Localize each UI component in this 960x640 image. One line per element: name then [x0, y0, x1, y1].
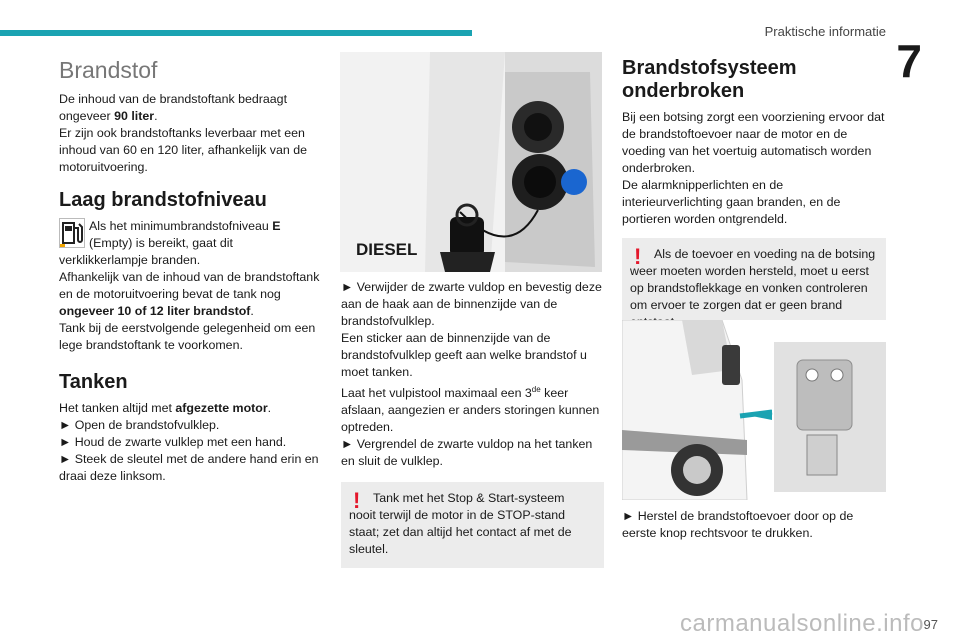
text: (Empty) is bereikt, gaat dit verklikkerlampje branden.: [59, 236, 233, 267]
capacity-value: 90 liter: [114, 109, 155, 123]
step-open-flap: ► Open de brandstofvulklep.: [59, 418, 220, 432]
text: De inhoud van de brandstoftank bedraagt ongeveer: [59, 92, 288, 123]
chapter-number: 7: [896, 35, 922, 87]
paragraph-tanken: [59, 400, 321, 485]
text: .: [250, 304, 254, 318]
fuel-flap-photo: [340, 52, 602, 272]
step-lock-cap: ► Vergrendel de zwarte vuldop na het tanken en sluit de vulklep.: [341, 437, 593, 469]
section-title: Praktische informatie: [764, 24, 886, 39]
nozzle-note: [341, 381, 604, 436]
column-right: [622, 57, 886, 341]
warning-box-stop-start: [341, 482, 604, 568]
text: Afhankelijk van de inhoud van de brandstoftank en de motoruitvoering bevat de tank nog: [59, 270, 320, 301]
warning-icon: !: [634, 244, 642, 269]
fuel-pump-icon: [59, 218, 85, 248]
page-number: 97: [923, 617, 938, 632]
van-illustration: [622, 320, 886, 500]
paragraph-low-fuel: [59, 218, 321, 354]
empty-indicator-letter: E: [272, 219, 281, 233]
van-switch-photo: [622, 320, 886, 500]
text: Als het minimumbrandstofniveau: [89, 219, 273, 233]
heading-brandstof: Brandstof: [59, 57, 158, 83]
diesel-label: DIESEL: [356, 240, 418, 259]
text: .: [154, 109, 158, 123]
heading-tanken: Tanken: [59, 371, 128, 393]
ordinal-suffix: de: [531, 385, 541, 394]
text: keer afslaan, aangezien er anders storingen kunnen optreden.: [341, 386, 600, 435]
paragraph-lights: De alarmknipperlichten en de interieurverlichting gaan branden, en de portieren worden ontgrendeld.: [622, 178, 841, 226]
column-middle: [341, 279, 604, 568]
warning-text: Tank met het Stop & Start-systeem nooit terwijl de motor in de STOP-stand staat; zet dan altijd het contact af met de sleutel.: [349, 491, 572, 557]
text: Tank bij de eerstvolgende gelegenheid om een lege brandstoftank te voorkomen.: [59, 321, 316, 352]
text: Laat het vulpistool maximaal een 3: [341, 386, 532, 401]
watermark: carmanualsonline.info: [680, 610, 924, 637]
step-hold-flap: ► Houd de zwarte vulklep met een hand.: [59, 435, 287, 449]
paragraph-cutoff: Bij een botsing zorgt een voorziening ervoor dat de brandstoftoevoer naar de motor en de voeding van het voertuig automatisch worden onderbroken.: [622, 110, 885, 175]
fuel-flap-illustration: [340, 52, 602, 272]
step-remove-cap: ► Verwijder de zwarte vuldop en bevestig deze aan de haak aan de binnenzijde van de brandstofvulklep.: [341, 280, 602, 328]
header-accent-bar: [0, 30, 472, 36]
paragraph-capacity: [59, 91, 321, 176]
text: Er zijn ook brandstoftanks leverbaar met een inhoud van 60 en 120 liter, afhankelijk van de motoruitvoering.: [59, 126, 307, 174]
column-left: [59, 57, 321, 485]
heading-laag-brandstofniveau: Laag brandstofniveau: [59, 189, 267, 211]
text: Het tanken altijd met: [59, 401, 176, 415]
text: .: [267, 401, 272, 415]
heading-brandstofsysteem: Brandstofsysteem onderbroken: [622, 57, 797, 102]
step-restore-fuel: ► Herstel de brandstoftoevoer door op de eerste knop rechtsvoor te drukken.: [622, 509, 854, 540]
step-insert-key: ► Steek de sleutel met de andere hand erin en draai deze linksom.: [59, 452, 319, 483]
engine-off-note: afgezette motor: [175, 401, 268, 415]
restore-step-block: [622, 508, 886, 542]
sticker-note: Een sticker aan de binnenzijde van de brandstofvulklep geeft aan welke brandstof u moet tanken.: [341, 331, 587, 379]
warning-text: Als de toevoer en voeding na de botsing weer moeten worden hersteld, moet u eerst op brandstoflekkage en vonken controleren om ervoer te zorgen dat er geen brand: [630, 247, 876, 312]
reserve-amount: ongeveer 10 of 12 liter brandstof: [59, 304, 251, 318]
warning-icon: !: [353, 488, 361, 514]
